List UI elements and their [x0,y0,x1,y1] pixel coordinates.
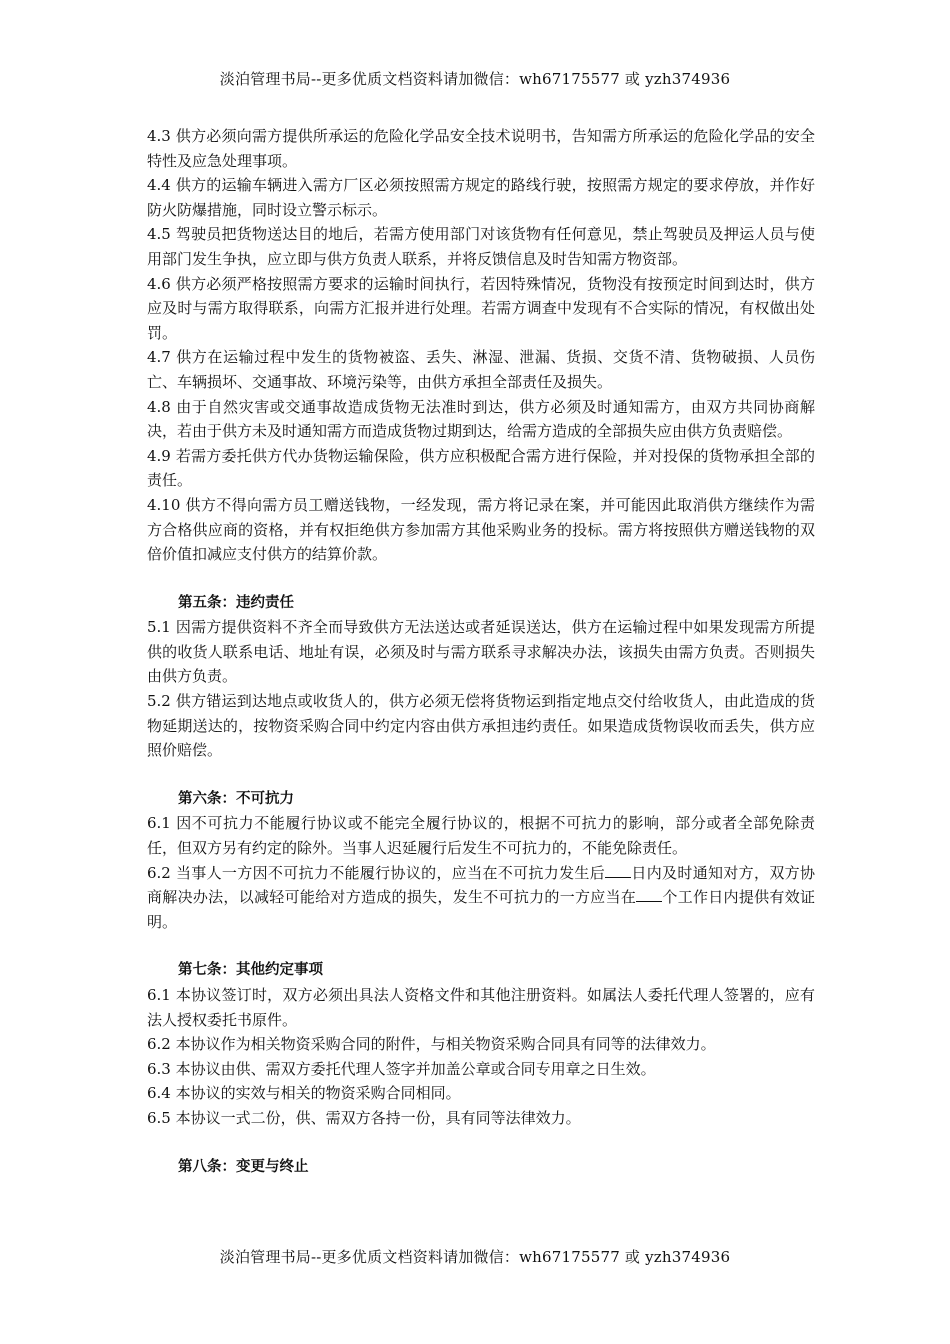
clause-7-3: 6.3 本协议由供、需双方委托代理人签字并加盖公章或合同专用章之日生效。 [147,1059,656,1078]
section-4-clauses [147,124,815,567]
clause-7-4: 6.4 本协议的实效与相关的物资采购合同相同。 [147,1084,461,1103]
clause-6-2 [147,861,815,935]
clause-6-2-part-a: 6.2 当事人一方因不可抗力不能履行协议的，应当在不可抗力发生后 [147,863,606,882]
clause-6-1: 6.1 因不可抗力不能履行协议或不能完全履行协议的，根据不可抗力的影响，部分或者全部免除责任，但双方另有约定的除外。当事人迟延履行后发生不可抗力的，不能免除责任。 [147,814,815,858]
section-8-heading: 第八条：变更与终止 [178,1158,309,1175]
clause-7-2: 6.2 本协议作为相关物资采购合同的附件，与相关物资采购合同具有同等的法律效力。 [147,1035,716,1054]
clause-4-4: 4.4 供方的运输车辆进入需方厂区必须按照需方规定的路线行驶，按照需方规定的要求停放，并作好防火防爆措施，同时设立警示标示。 [147,176,815,219]
document-body [147,124,815,1179]
section-6-heading: 第六条：不可抗力 [178,790,294,807]
clause-5-2: 5.2 供方错运到达地点或收货人的，供方必须无偿将货物运到指定地点交付给收货人，由此造成的货物延期送达的，按物资采购合同中约定内容由供方承担违约责任。如果造成货物误收而丢失，供方应照价赔偿。 [147,692,815,760]
clause-4-7: 4.7 供方在运输过程中发生的货物被盗、丢失、淋湿、泄漏、货损、交货不清、货物破损、人员伤亡、车辆损坏、交通事故、环境污染等，由供方承担全部责任及损失。 [147,348,815,391]
fill-in-blank-days [605,863,631,878]
section-7-heading: 第七条：其他约定事项 [178,962,323,979]
clause-4-5: 4.5 驾驶员把货物送达目的地后，若需方使用部门对该货物有任何意见，禁止驾驶员及押运人员与使用部门发生争执，应立即与供方负责人联系，并将反馈信息及时告知需方物资部。 [147,225,815,268]
fill-in-blank-workdays [636,887,662,902]
clause-6-2-part-c: 个工作日内提供有效证明。 [147,888,815,931]
clause-4-10: 4.10 供方不得向需方员工赠送钱物，一经发现，需方将记录在案，并可能因此取消供方继续作为需方合格供应商的资格，并有权拒绝供方参加需方其他采购业务的投标。需方将按照供方赠送钱物的双倍价值扣减应支付供方的结算价款。 [147,495,815,564]
clause-6-2-part-b: 日内及时通知对方，双方协商解决办法，以减轻可能给对方造成的损失，发生不可抗力的一方应当在 [147,863,815,907]
page-header: 淡泊管理书局--更多优质文档资料请加微信：wh67175577 或 yzh374936 [219,70,731,88]
clause-5-1: 5.1 因需方提供资料不齐全而导致供方无法送达或者延误送达，供方在运输过程中如果发现需方所提供的收货人联系电话、地址有误，必须及时与需方联系寻求解决办法，该损失由需方负责。否则损失由供方负责。 [147,618,815,686]
clause-7-5: 6.5 本协议一式二份，供、需双方各持一份，具有同等法律效力。 [147,1108,581,1127]
clause-7-1: 6.1 本协议签订时，双方必须出具法人资格文件和其他注册资料。如属法人委托代理人签署的，应有法人授权委托书原件。 [147,986,815,1029]
section-5-heading: 第五条：违约责任 [178,594,294,611]
clause-4-9: 4.9 若需方委托供方代办货物运输保险，供方应积极配合需方进行保险，并对投保的货物承担全部的责任。 [147,446,815,490]
page-footer: 淡泊管理书局--更多优质文档资料请加微信：wh67175577 或 yzh374936 [219,1248,731,1266]
clause-4-3: 4.3 供方必须向需方提供所承运的危险化学品安全技术说明书，告知需方所承运的危险化学品的安全特性及应急处理事项。 [147,127,815,170]
clause-4-6: 4.6 供方必须严格按照需方要求的运输时间执行，若因特殊情况，货物没有按预定时间到达时，供方应及时与需方取得联系，向需方汇报并进行处理。若需方调查中发现有不合实际的情况，有权做出处罚。 [147,274,815,342]
clause-4-8: 4.8 由于自然灾害或交通事故造成货物无法准时到达，供方必须及时通知需方，由双方共同协商解决，若由于供方未及时通知需方而造成货物过期到达，给需方造成的全部损失应由供方负责赔偿。 [147,397,815,441]
